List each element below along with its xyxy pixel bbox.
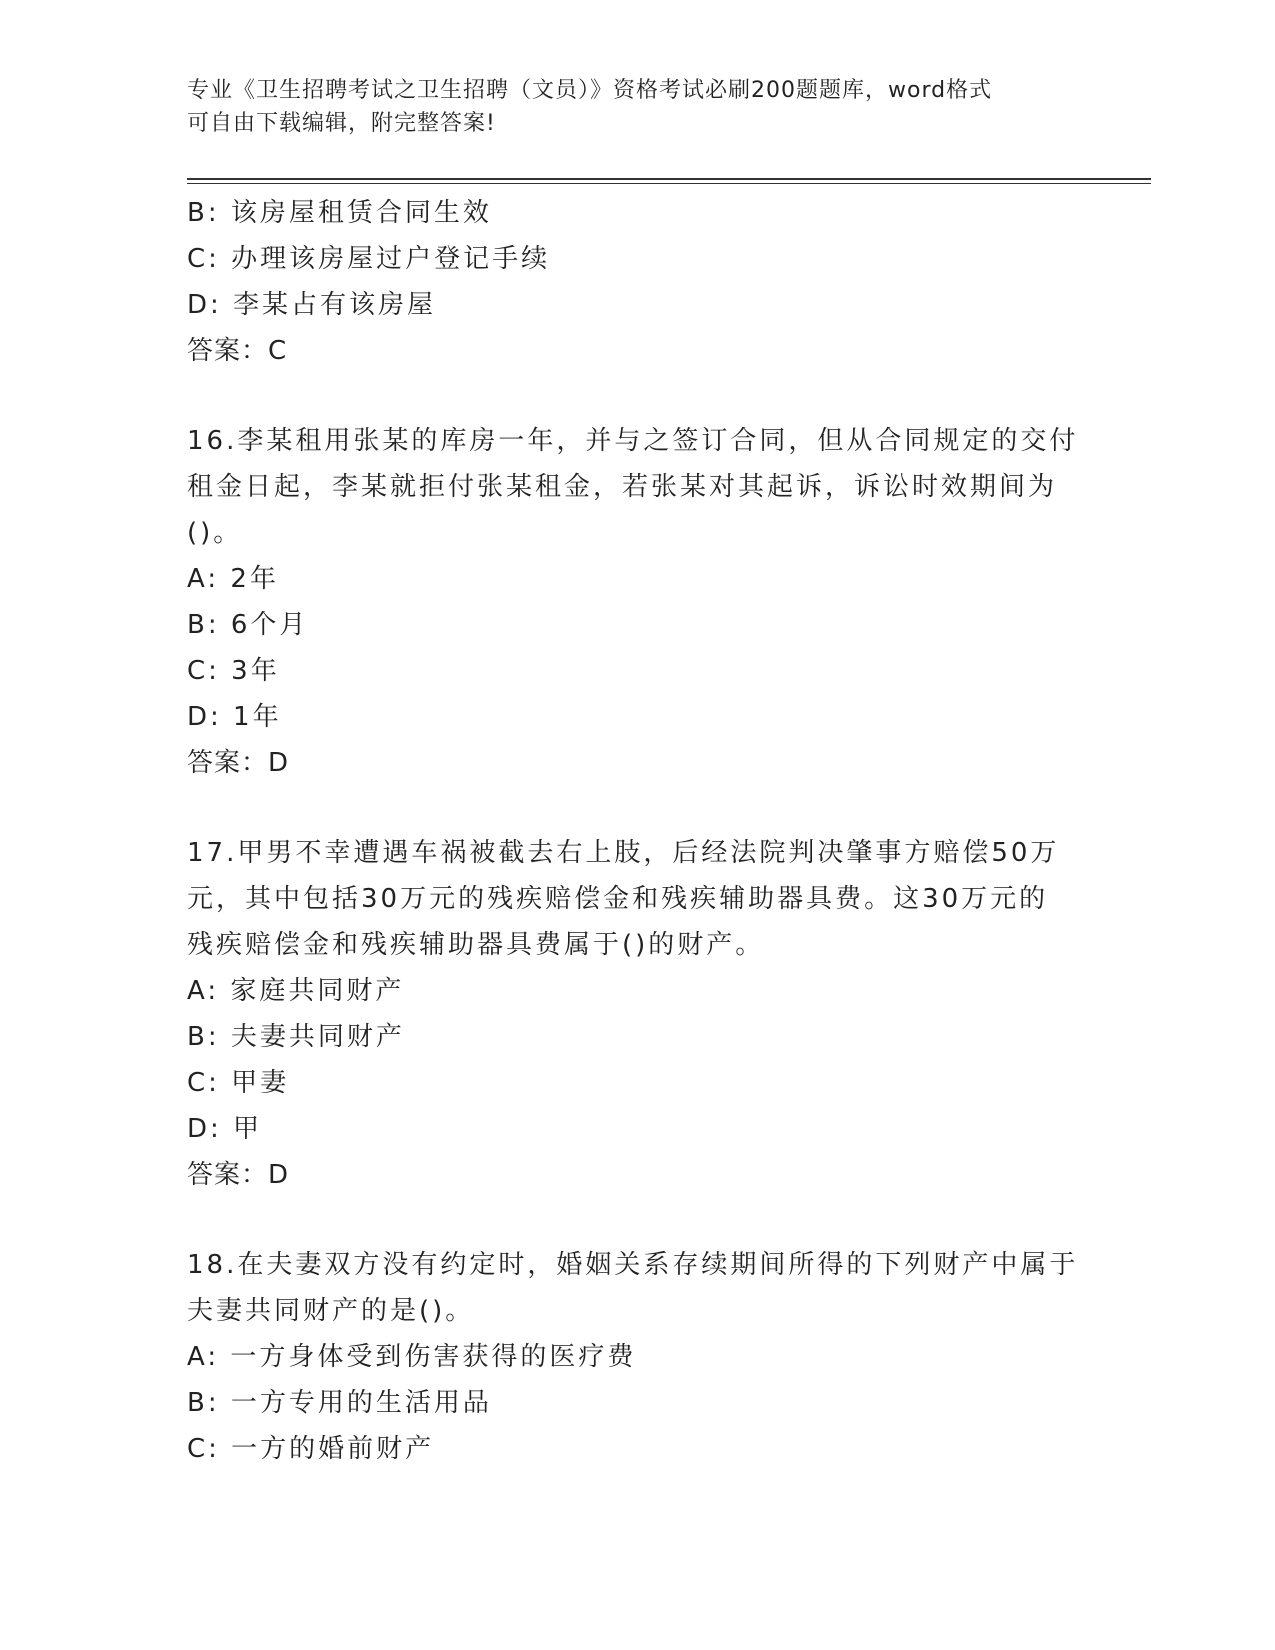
- option-b: B: 该房屋租赁合同生效: [187, 198, 492, 228]
- option-c: C: 办理该房屋过户登记手续: [187, 244, 551, 274]
- question-list: [187, 190, 1087, 1472]
- answer: 答案：D: [187, 1160, 290, 1190]
- question-15-continued: [187, 190, 1087, 374]
- question-18: [187, 1242, 1087, 1472]
- option-b: B: 夫妻共同财产: [187, 1022, 405, 1052]
- option-a: A: 2年: [187, 564, 279, 594]
- question-line: 16.李某租用张某的库房一年，并与之签订合同，但从合同规定的交付: [187, 426, 1079, 456]
- option-c: C: 甲妻: [187, 1068, 290, 1098]
- question-text: [187, 418, 1087, 556]
- question-line: 18.在夫妻双方没有约定时，婚姻关系存续期间所得的下列财产中属于: [187, 1250, 1079, 1280]
- answer: 答案：C: [187, 336, 288, 366]
- question-line: 残疾赔偿金和残疾辅助器具费属于()的财产。: [187, 930, 765, 960]
- question-line: 元，其中包括30万元的残疾赔偿金和残疾辅助器具费。这30万元的: [187, 884, 1049, 914]
- option-d: D: 李某占有该房屋: [187, 290, 437, 320]
- option-b: B: 一方专用的生活用品: [187, 1388, 492, 1418]
- question-line: 租金日起，李某就拒付张某租金，若张某对其起诉，诉讼时效期间为: [187, 472, 1058, 502]
- option-d: D: 1年: [187, 702, 282, 732]
- question-17: [187, 830, 1087, 1198]
- option-b: B: 6个月: [187, 610, 309, 640]
- question-line: ()。: [187, 518, 243, 548]
- question-16: [187, 418, 1087, 786]
- header-divider-thin: [187, 183, 1151, 184]
- question-line: 夫妻共同财产的是()。: [187, 1296, 475, 1326]
- option-a: A: 家庭共同财产: [187, 976, 405, 1006]
- option-c: C: 一方的婚前财产: [187, 1434, 435, 1464]
- question-text: [187, 830, 1087, 968]
- option-a: A: 一方身体受到伤害获得的医疗费: [187, 1342, 637, 1372]
- option-c: C: 3年: [187, 656, 280, 686]
- header-line-2: 可自由下载编辑，附完整答案!: [187, 111, 496, 136]
- document-header: [187, 74, 1067, 140]
- question-line: 17.甲男不幸遭遇车祸被截去右上肢，后经法院判决肇事方赔偿50万: [187, 838, 1060, 868]
- header-line-1: 专业《卫生招聘考试之卫生招聘（文员）》资格考试必刷200题题库，word格式: [187, 78, 993, 103]
- answer: 答案：D: [187, 748, 290, 778]
- question-text: [187, 1242, 1087, 1334]
- option-d: D: 甲: [187, 1114, 263, 1144]
- header-divider-thick: [187, 178, 1151, 180]
